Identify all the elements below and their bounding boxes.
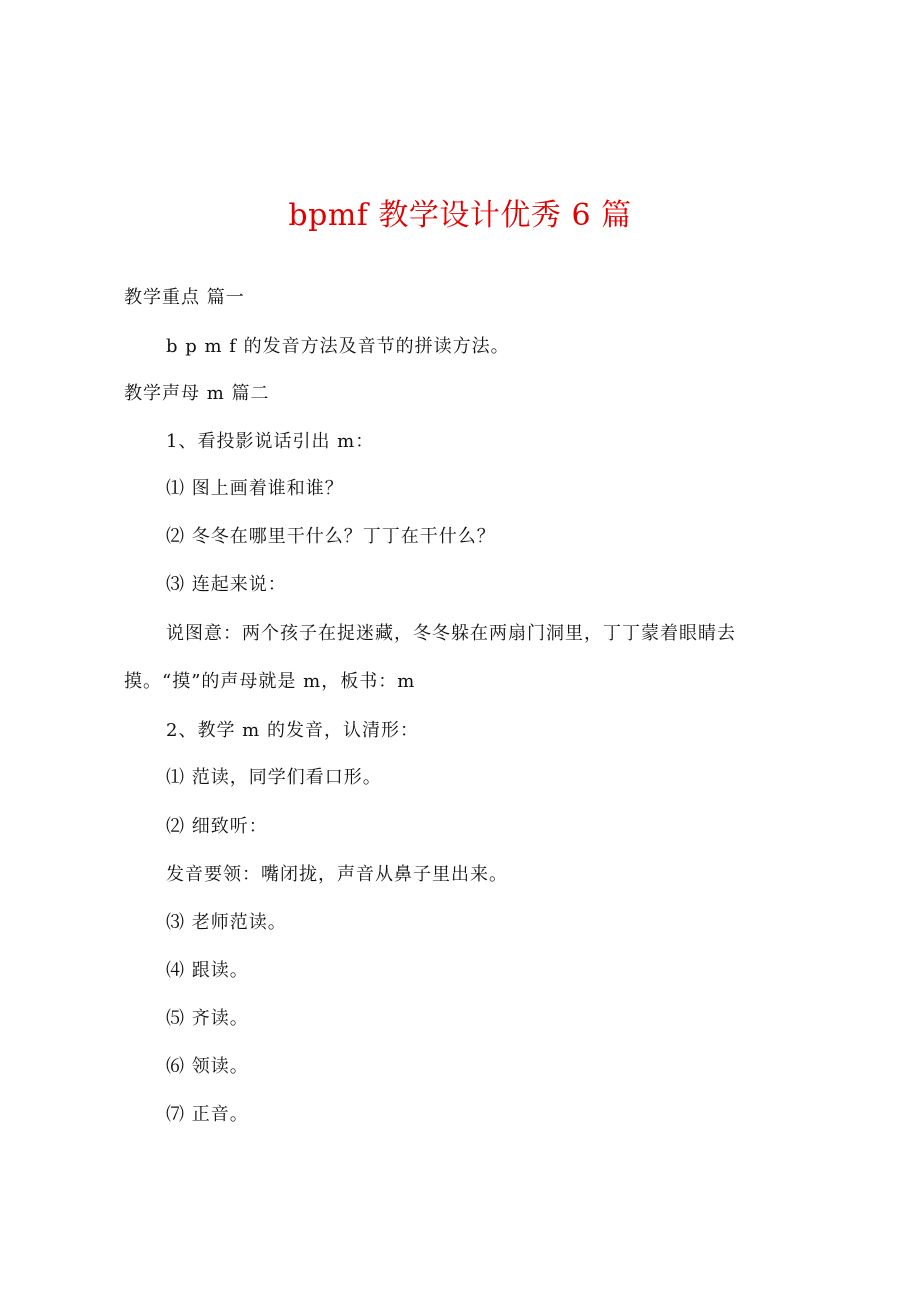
paragraph-line: 1、看投影说话引出 m： [166,431,375,452]
paragraph-line: ⑴ 图上画着谁和谁？ [166,478,344,499]
paragraph-line: ⑶ 老师范读。 [166,912,287,933]
section-heading-1: 教学重点 篇一 [124,287,245,308]
paragraph-line: b p m f 的发音方法及音节的拼读方法。 [166,336,510,357]
paragraph-line: ⑵ 冬冬在哪里干什么？丁丁在干什么？ [166,526,496,547]
document-title: bpmf 教学设计优秀 6 篇 [288,198,632,233]
paragraph-line: ⑸ 齐读。 [166,1008,249,1029]
paragraph-line: ⑷ 跟读。 [166,960,249,981]
paragraph-line: 2、教学 m 的发音，认清形： [166,720,419,741]
paragraph-line: ⑺ 正音。 [166,1104,249,1125]
paragraph-line: 发音要领：嘴闭拢，声音从鼻子里出来。 [166,864,508,885]
paragraph-line: 说图意：两个孩子在捉迷藏，冬冬躲在两扇门洞里，丁丁蒙着眼睛去 [166,623,736,644]
section-heading-2: 教学声母 m 篇二 [124,383,270,404]
paragraph-line: ⑴ 范读，同学们看口形。 [166,767,382,788]
paragraph-line-continued: 摸。“摸”的声母就是 m，板书：m [124,671,416,692]
paragraph-line: ⑶ 连起来说： [166,574,287,595]
paragraph-line: ⑹ 领读。 [166,1056,249,1077]
paragraph-line: ⑵ 细致听： [166,816,268,837]
